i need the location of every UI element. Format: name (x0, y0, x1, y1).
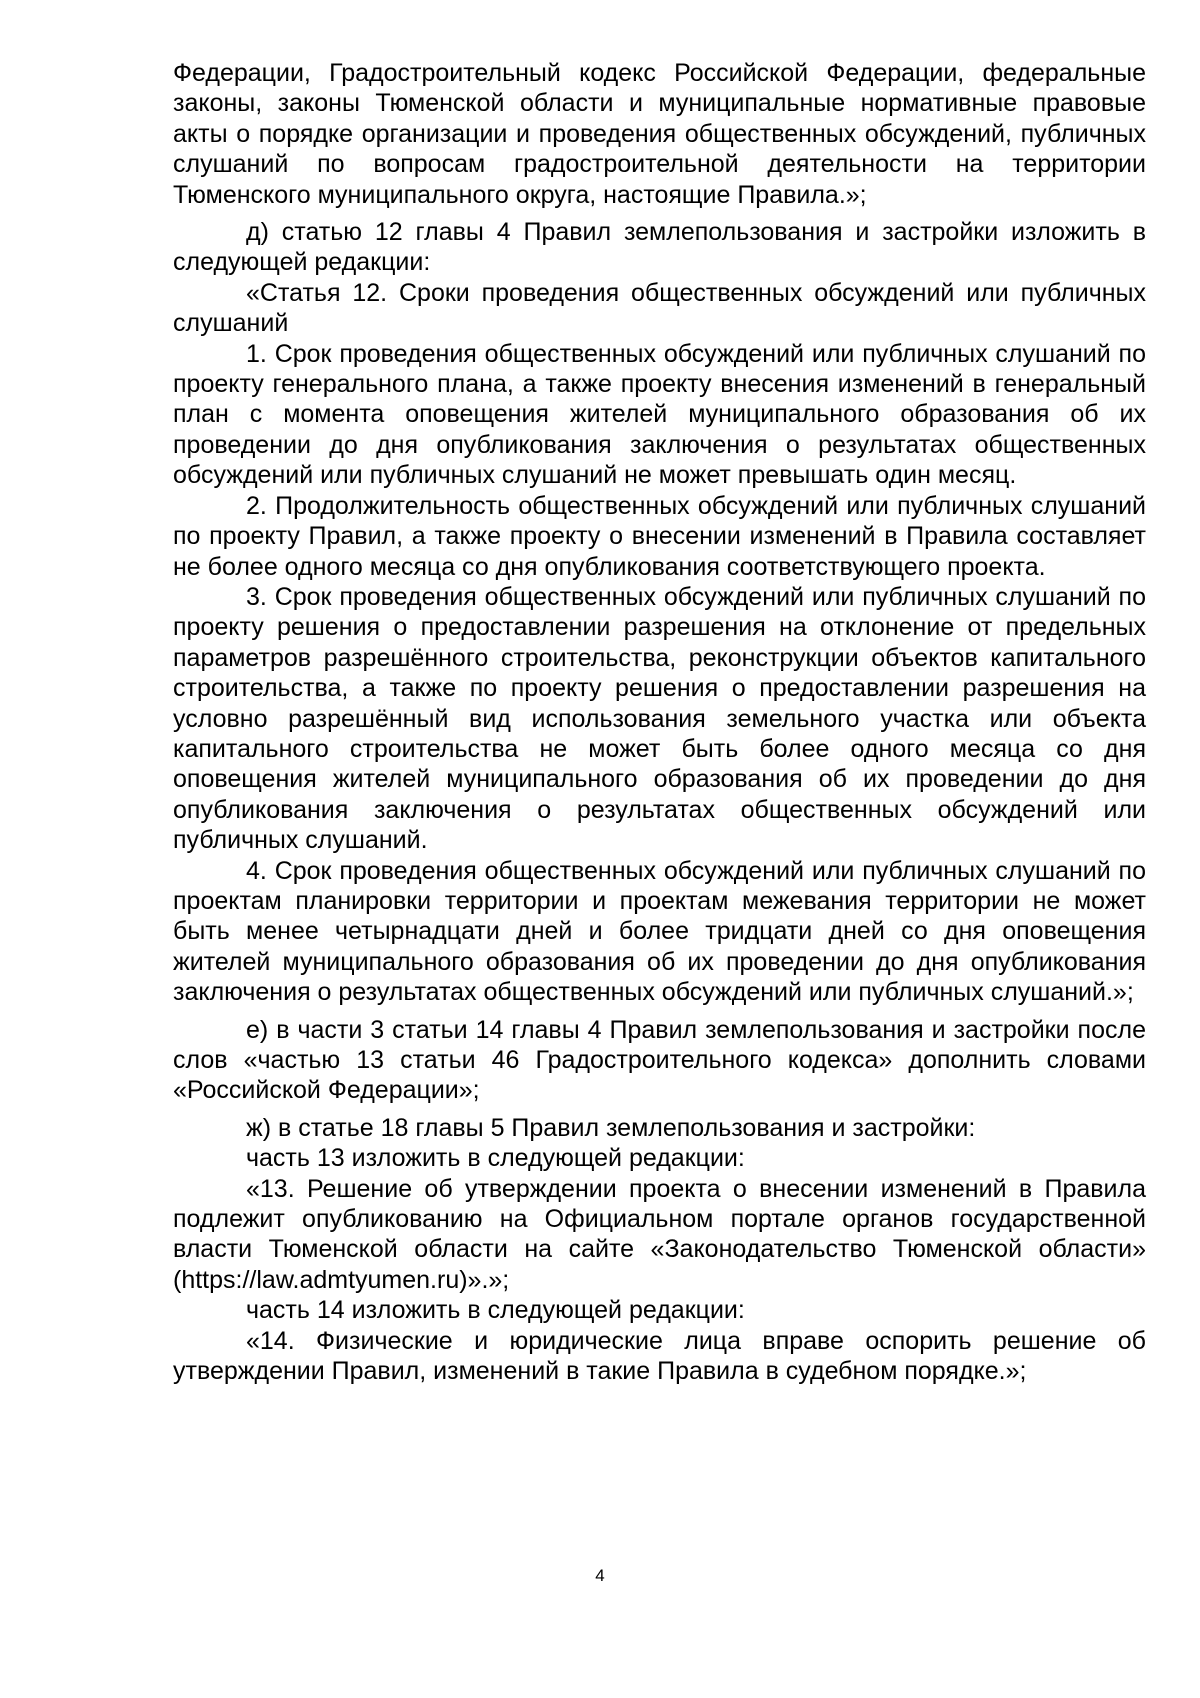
paragraph-continuation: Федерации, Градостроительный кодекс Российской Федерации, федеральные законы, законы Тюменской области и муниципальные нормативные правовые акты о порядке организации и проведения общественных обсуждений, публичных слушаний по вопросам градостроительной деятельности на территории Тюменского муниципального округа, настоящие Правила.»; (173, 59, 1146, 209)
paragraph-item-e: е) в части 3 статьи 14 главы 4 Правил землепользования и застройки после слов «частью 13 статьи 46 Градостроительного кодекса» дополнить словами «Российской Федерации»; (173, 1015, 1146, 1105)
document-body (173, 58, 1146, 1386)
part-13-intro: часть 13 изложить в следующей редакции: (246, 1144, 745, 1173)
article-12-clause-3: 3. Срок проведения общественных обсуждений или публичных слушаний по проекту решения о предоставлении разрешения на отклонение от предельных параметров разрешённого строительства, реконструкции объектов капитального строительства, а также по проекту решения о предоставлении разрешения на условно разрешённый вид использования земельного участка или объекта капитального строительства не может быть более одного месяца со дня оповещения жителей муниципального образования об их проведении до дня опубликования заключения о результатах общественных обсуждений или публичных слушаний. (173, 582, 1146, 855)
article-12-clause-2: 2. Продолжительность общественных обсуждений или публичных слушаний по проекту Правил, а также проекту о внесении изменений в Правила составляет не более одного месяца со дня опубликования соответствующего проекта. (173, 491, 1146, 581)
paragraph-item-zh: ж) в статье 18 главы 5 Правил землепользования и застройки: (246, 1113, 976, 1142)
part-14-text: «14. Физические и юридические лица вправе оспорить решение об утверждении Правил, изменений в такие Правила в судебном порядке.»; (173, 1326, 1146, 1386)
part-13-text: «13. Решение об утверждении проекта о внесении изменений в Правила подлежит опубликованию на Официальном портале органов государственной власти Тюменской области на сайте «Законодательство Тюменской области» (https://law.admtyumen.ru)».»; (173, 1174, 1146, 1294)
article-12-clause-1: 1. Срок проведения общественных обсуждений или публичных слушаний по проекту генерального плана, а также проекту внесения изменений в генеральный план с момента оповещения жителей муниципального образования об их проведении до дня опубликования заключения о результатах общественных обсуждений или публичных слушаний не может превышать один месяц. (173, 339, 1146, 490)
page-number: 4 (595, 1566, 605, 1585)
part-14-intro: часть 14 изложить в следующей редакции: (246, 1296, 745, 1325)
paragraph-item-d: д) статью 12 главы 4 Правил землепользования и застройки изложить в следующей редакции: (173, 218, 1146, 277)
article-12-heading: «Статья 12. Сроки проведения общественных обсуждений или публичных слушаний (173, 278, 1146, 338)
article-12-clause-4: 4. Срок проведения общественных обсуждений или публичных слушаний по проектам планировки территории и проектам межевания территории не может быть менее четырнадцати дней и более тридцати дней со дня оповещения жителей муниципального образования об их проведении до дня опубликования заключения о результатах общественных обсуждений или публичных слушаний.»; (173, 856, 1146, 1007)
